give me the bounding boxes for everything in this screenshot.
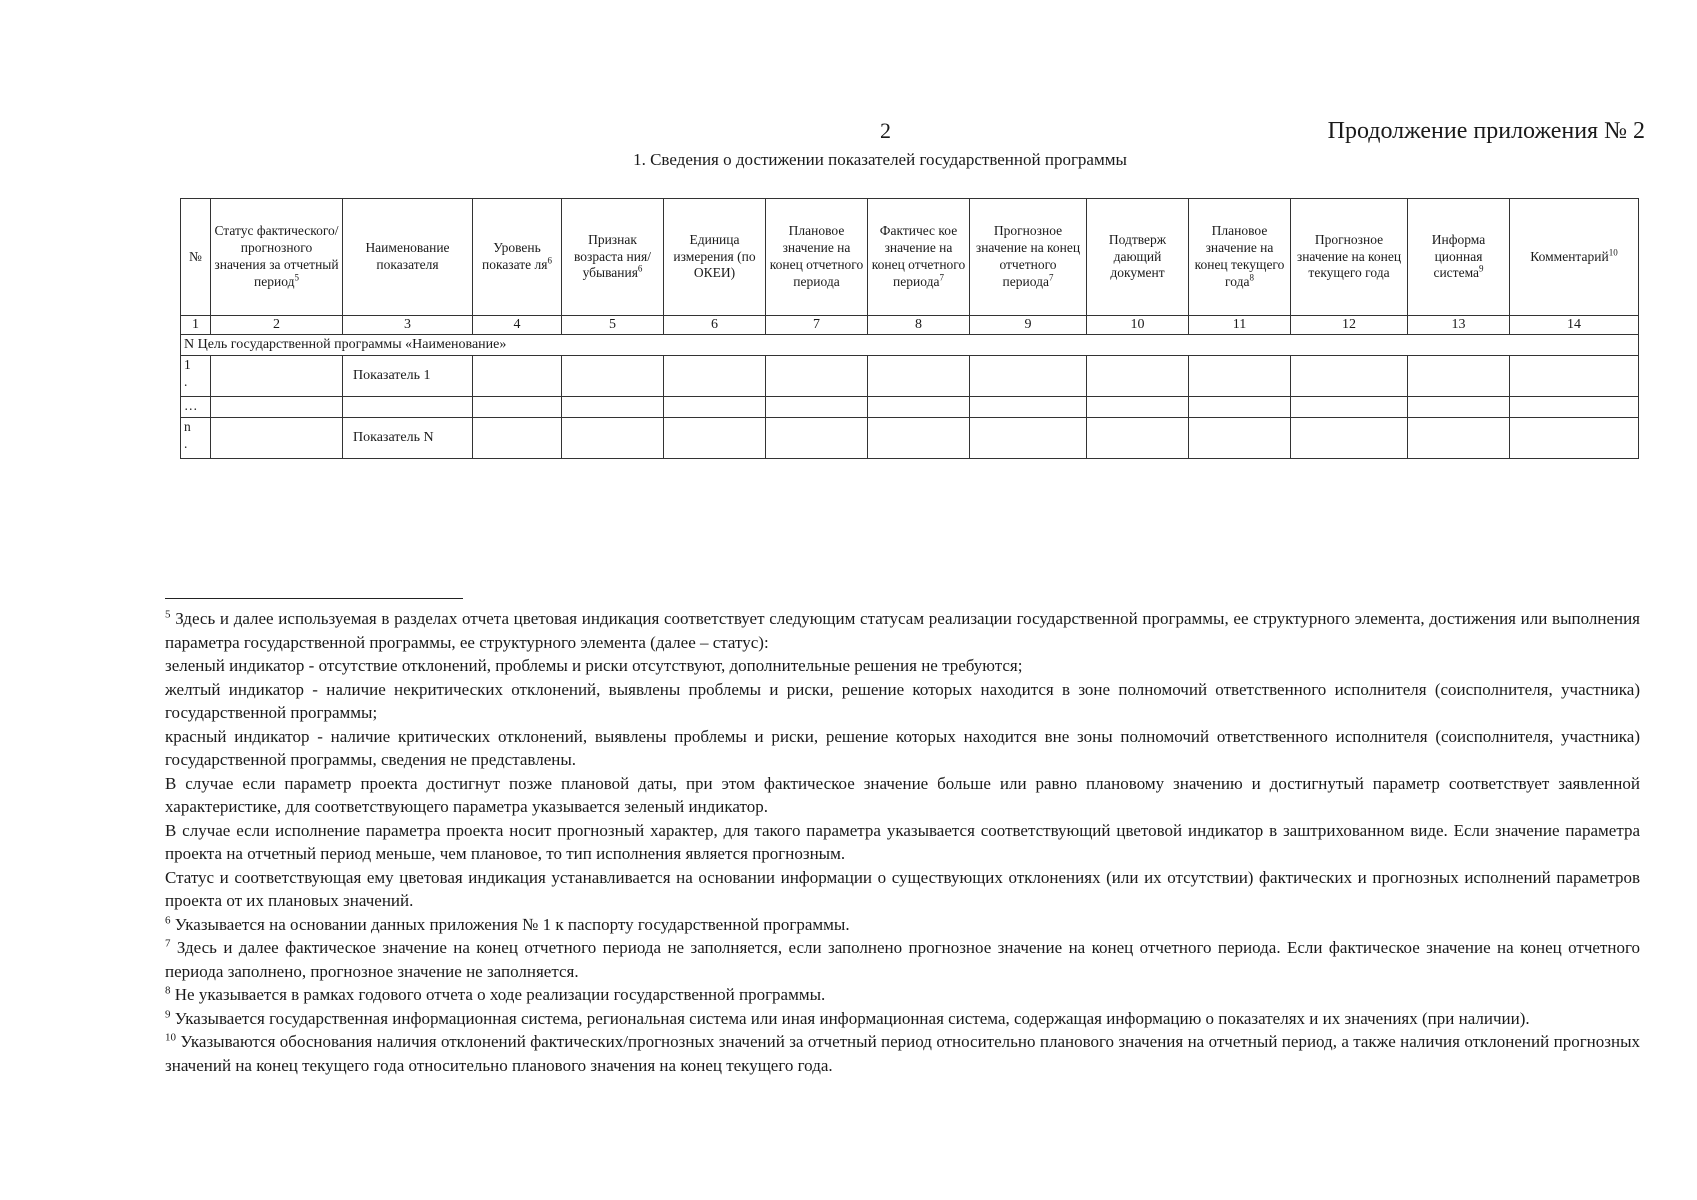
table-cell — [1408, 397, 1510, 418]
column-number: 9 — [970, 316, 1087, 335]
table-cell — [664, 356, 766, 397]
column-header — [1408, 199, 1510, 316]
footnote-paragraph — [165, 1030, 1640, 1077]
footnote-text: В случае если исполнение параметра проекта носит прогнозный характер, для такого параметра указывается соответствующий цветовой индикатор в заштрихованном виде. Если значение параметра проекта на отчетный период меньше, чем плановое, то тип исполнения является прогнозным. — [165, 820, 1640, 863]
column-header — [766, 199, 868, 316]
table-cell — [1189, 397, 1291, 418]
footnote-text: зеленый индикатор - отсутствие отклонений, проблемы и риски отсутствуют, дополнительные решения не требуются; — [165, 656, 1023, 675]
footnote-paragraph — [165, 678, 1640, 725]
footnote-ref: 6 — [637, 263, 643, 274]
column-header — [562, 199, 664, 316]
column-header — [1189, 199, 1291, 316]
footnote-ref: 7 — [939, 272, 944, 283]
table-cell — [1189, 356, 1291, 397]
table-cell — [1291, 397, 1408, 418]
table-cell — [1291, 418, 1408, 459]
column-header-text: Статус фактического/ прогнозного значения за отчетный период — [214, 223, 339, 289]
column-header — [1291, 199, 1408, 316]
table-cell — [473, 356, 562, 397]
table-header-row — [181, 199, 1639, 316]
footnote-paragraph — [165, 819, 1640, 866]
column-number: 10 — [1087, 316, 1189, 335]
footnote-number: 5 — [165, 608, 171, 621]
table-cell — [1087, 397, 1189, 418]
table-cell — [868, 356, 970, 397]
table-cell — [868, 397, 970, 418]
table-row — [181, 397, 1639, 418]
table-cell — [1291, 356, 1408, 397]
table-cell — [473, 397, 562, 418]
table-row — [181, 418, 1639, 459]
footnote-text: Здесь и далее фактическое значение на конец отчетного периода не заполняется, если заполнено прогнозное значение на конец отчетного периода. Если фактическое значение на конец отчетного периода заполнено, прогнозное значение не заполняется. — [165, 938, 1641, 981]
column-header-text: Плановое значение на конец текущего года — [1194, 223, 1285, 289]
footnote-paragraph — [165, 983, 1640, 1007]
column-header-text: № — [189, 248, 202, 264]
column-number: 12 — [1291, 316, 1408, 335]
footnote-number: 9 — [165, 1007, 171, 1020]
table-row — [181, 356, 1639, 397]
column-header — [211, 199, 343, 316]
footnote-number: 8 — [165, 984, 171, 997]
section-title: 1. Сведения о достижении показателей государственной программы — [633, 150, 1127, 169]
footnote-text: Указываются обоснования наличия отклонений фактических/прогнозных значений за отчетный период относительно планового значения на отчетный период, а также наличия отклонений прогнозных значений на конец текущего года относительно планового значения на конец текущего года. — [165, 1032, 1640, 1075]
footnote-number: 10 — [165, 1031, 176, 1044]
indicators-table — [180, 198, 1639, 459]
status-cell — [211, 397, 343, 418]
footnote-paragraph — [165, 913, 1640, 937]
table-cell — [1510, 356, 1639, 397]
indicator-name — [343, 397, 473, 418]
footnote-separator — [165, 598, 463, 599]
row-number: n . — [181, 418, 211, 459]
table-cell — [562, 397, 664, 418]
column-header-text: Подтверж дающий документ — [1108, 231, 1167, 281]
footnote-text: В случае если параметр проекта достигнут позже плановой даты, при этом фактическое значение больше или равно плановому значению и достигнутый параметр соответствует заявленной характеристике, для соответствующего параметра указывается зеленый индикатор. — [165, 773, 1640, 816]
indicators-table-wrapper — [180, 198, 1638, 459]
footnote-text: Указывается на основании данных приложения № 1 к паспорту государственной программы. — [174, 914, 850, 934]
table-cell — [970, 418, 1087, 459]
column-header — [970, 199, 1087, 316]
table-cell — [1087, 418, 1189, 459]
footnote-text: Не указывается в рамках годового отчета о ходе реализации государственной программы. — [174, 985, 826, 1004]
column-number: 1 — [181, 316, 211, 335]
footnote-text: красный индикатор - наличие критических отклонений, выявлены проблемы и риски, решение которых находится вне зоны полномочий ответственного исполнителя (соисполнителя, участника) государственной программы, сведения не представлены. — [165, 726, 1640, 769]
table-cell — [868, 418, 970, 459]
column-header — [473, 199, 562, 316]
table-cell — [766, 418, 868, 459]
footnote-ref: 9 — [1479, 263, 1484, 274]
footnote-paragraph — [165, 936, 1640, 983]
table-cell — [562, 356, 664, 397]
column-number: 2 — [211, 316, 343, 335]
footnote-ref: 7 — [1048, 272, 1054, 283]
column-numbers-row — [181, 316, 1639, 335]
column-header-text: Комментарий — [1530, 248, 1609, 264]
column-number: 11 — [1189, 316, 1291, 335]
footnote-text: желтый индикатор - наличие некритических отклонений, выявлены проблемы и риски, решение которых находится в зоне полномочий ответственного исполнителя (соисполнителя, участника) государственной программы; — [165, 679, 1640, 722]
table-cell — [766, 356, 868, 397]
footnote-paragraph — [165, 772, 1640, 819]
footnote-ref: 8 — [1249, 272, 1254, 283]
page-number: 2 — [880, 118, 891, 143]
indicator-name: Показатель 1 — [343, 356, 473, 397]
goal-row — [181, 335, 1639, 356]
column-header — [343, 199, 473, 316]
table-cell — [562, 418, 664, 459]
column-header-text: Фактичес кое значение на конец отчетного периода — [871, 223, 966, 289]
footnote-text: Указывается государственная информационная система, региональная система или иная информационная система, содержащая информацию о показателях и их значениях (при наличии). — [174, 1008, 1530, 1028]
column-header-text: Прогнозное значение на конец текущего года — [1296, 231, 1402, 281]
row-number: 1 . — [181, 356, 211, 397]
status-cell — [211, 418, 343, 459]
footnote-text: Статус и соответствующая ему цветовая индикация устанавливается на основании информации о существующих отклонениях (или их отсутствии) фактических и прогнозных исполнений параметров проекта от их плановых значений. — [165, 867, 1640, 910]
footnote-number: 6 — [165, 913, 171, 926]
column-number: 7 — [766, 316, 868, 335]
column-header — [868, 199, 970, 316]
footnote-paragraph — [165, 654, 1640, 678]
column-header-text: Плановое значение на конец отчетного периода — [769, 223, 864, 289]
row-number: … — [181, 397, 211, 418]
status-cell — [211, 356, 343, 397]
table-cell — [1408, 418, 1510, 459]
column-header-text: Уровень показате ля — [481, 240, 548, 272]
goal-text: N Цель государственной программы «Наименование» — [181, 335, 1639, 356]
column-header — [1087, 199, 1189, 316]
appendix-continuation: Продолжение приложения № 2 — [1327, 118, 1645, 144]
column-header-text: Наименование показателя — [365, 240, 450, 272]
footnote-text: Здесь и далее используемая в разделах отчета цветовая индикация соответствует следующим статусам реализации государственной программы, ее структурного элемента, достижения или выполнения параметра государственной программы, ее структурного элемента (далее – статус): — [165, 609, 1641, 652]
footnotes — [165, 607, 1640, 1077]
table-cell — [766, 397, 868, 418]
table-cell — [970, 397, 1087, 418]
column-header — [181, 199, 211, 316]
column-number: 6 — [664, 316, 766, 335]
column-number: 8 — [868, 316, 970, 335]
table-cell — [1510, 397, 1639, 418]
table-cell — [1408, 356, 1510, 397]
footnote-ref: 6 — [547, 255, 552, 266]
column-number: 13 — [1408, 316, 1510, 335]
table-cell — [1510, 418, 1639, 459]
footnote-paragraph — [165, 607, 1640, 654]
column-header-text: Признак возраста ния/ убывания — [574, 231, 651, 281]
footnote-paragraph — [165, 725, 1640, 772]
indicator-name: Показатель N — [343, 418, 473, 459]
table-cell — [1189, 418, 1291, 459]
column-header — [664, 199, 766, 316]
column-header — [1510, 199, 1639, 316]
table-cell — [664, 397, 766, 418]
column-number: 4 — [473, 316, 562, 335]
column-header-text: Прогнозное значение на конец отчетного периода — [975, 223, 1081, 289]
column-header-text: Единица измерения (по ОКЕИ) — [673, 231, 756, 281]
table-cell — [664, 418, 766, 459]
table-cell — [1087, 356, 1189, 397]
footnote-ref: 5 — [294, 272, 299, 283]
footnote-ref: 10 — [1608, 247, 1618, 258]
footnote-paragraph — [165, 1007, 1640, 1031]
column-header-text: Информа ционная система — [1431, 231, 1486, 281]
footnote-number: 7 — [165, 937, 171, 950]
table-cell — [970, 356, 1087, 397]
table-cell — [473, 418, 562, 459]
column-number: 5 — [562, 316, 664, 335]
column-number: 14 — [1510, 316, 1639, 335]
column-number: 3 — [343, 316, 473, 335]
footnote-paragraph — [165, 866, 1640, 913]
